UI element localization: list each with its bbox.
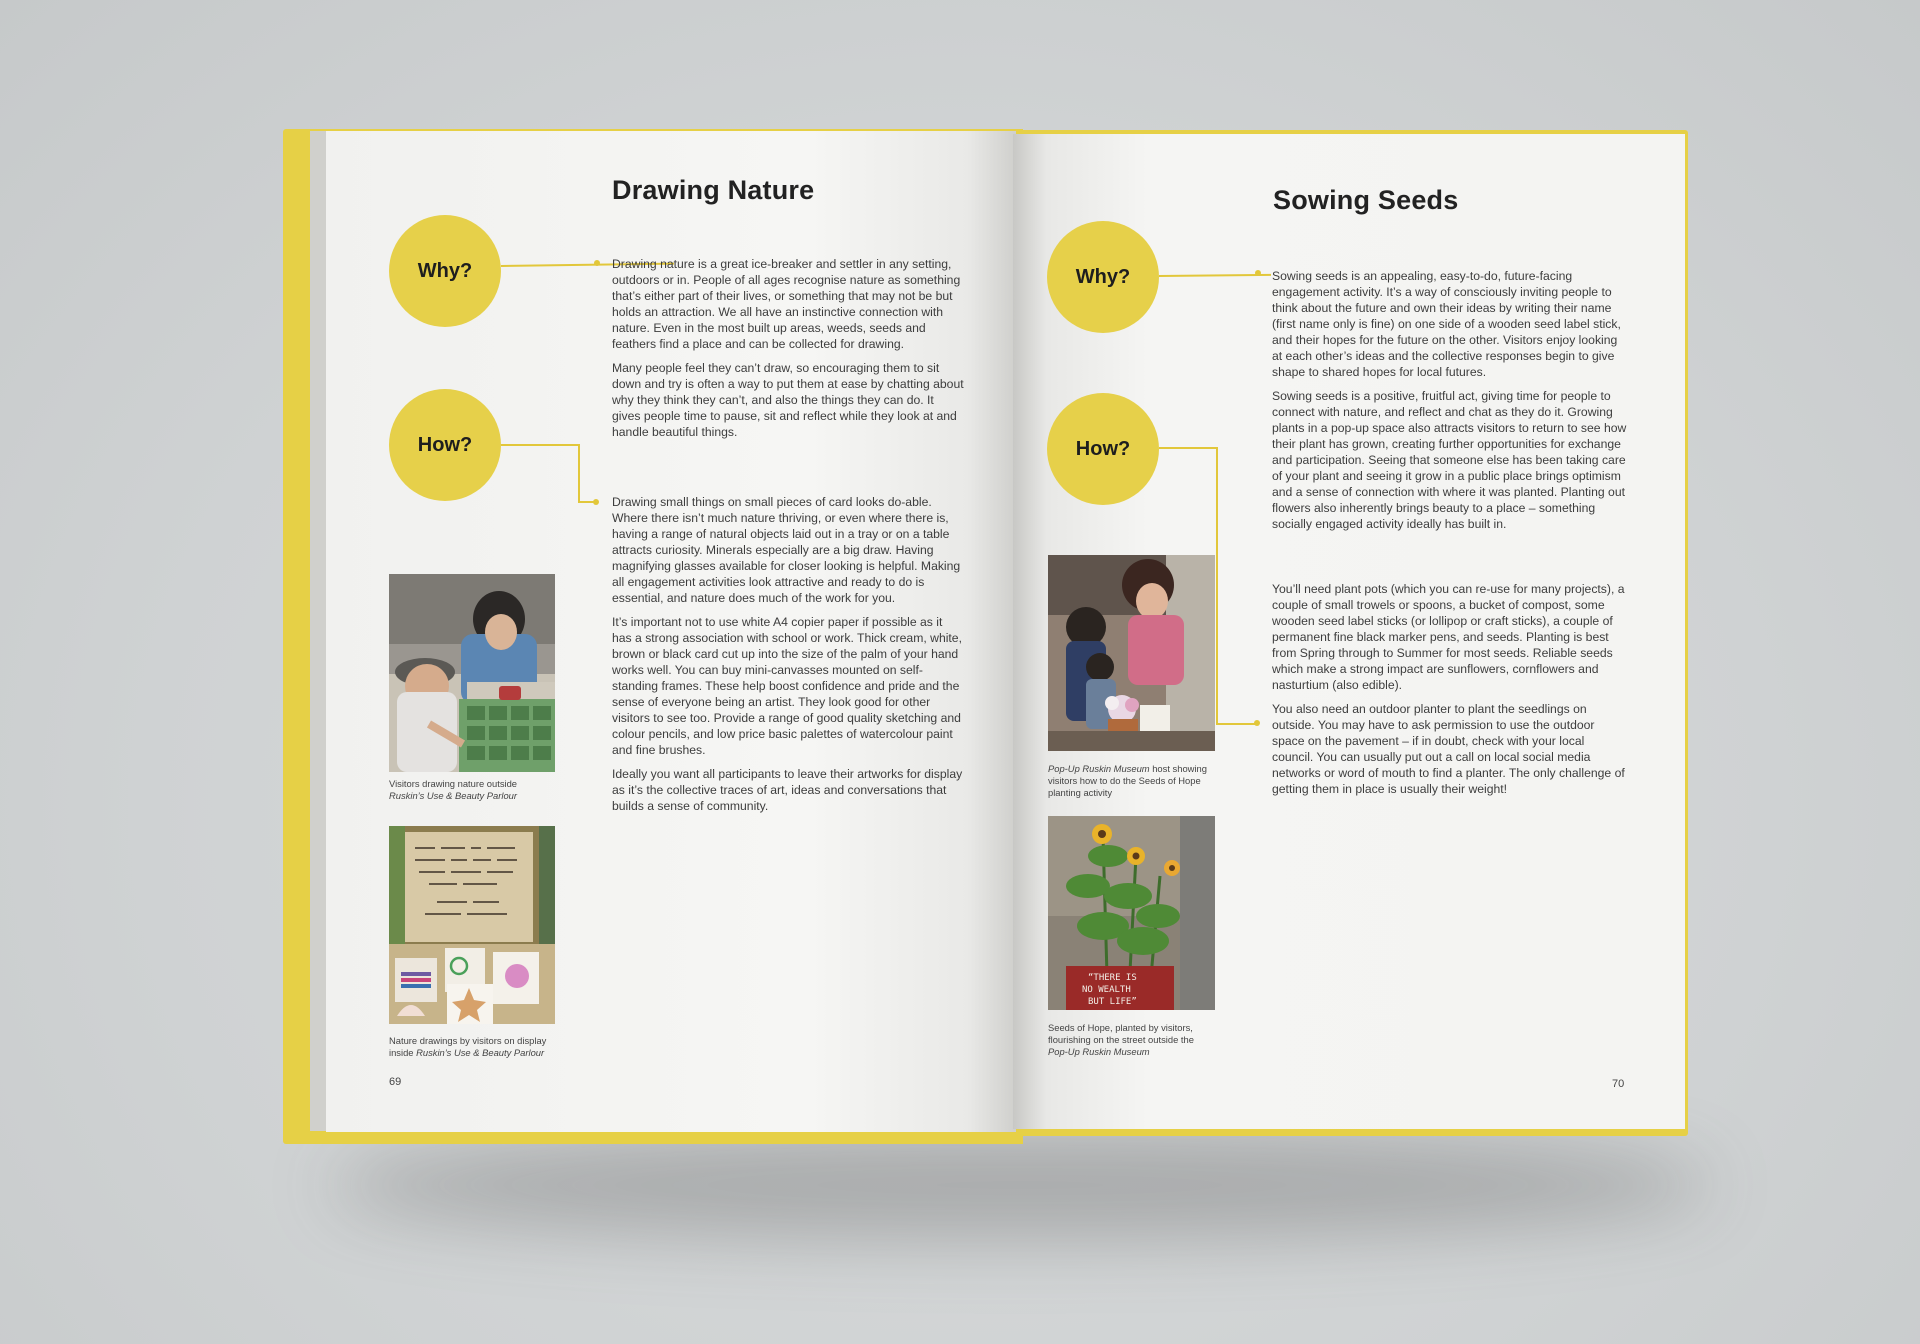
why-circle: Why? xyxy=(1047,221,1159,333)
why-circle: Why? xyxy=(389,215,501,327)
photo-nature-drawings-display xyxy=(389,826,555,1024)
sign-line-1: “THERE IS xyxy=(1088,973,1137,983)
how-connector-dot xyxy=(593,499,599,505)
how-connector-vertical xyxy=(578,444,580,501)
paragraph: Sowing seeds is a positive, fruitful act, giving time for people to connect with nature, and reflect and chat as they do it. Growing plants in a pop-up space also attracts visitors to return to see how their plant has grown, creating further opportunities for exchange and participation. Seeing that someone else has been taking care of your plant and seeing it grow in a public place brings optimism and a sense of connection with where it was planted. Planting out flowers also inherently brings beauty to a place – something socially engaged activity ideally has built in. xyxy=(1272,389,1627,531)
paragraph: Sowing seeds is an appealing, easy-to-do, future-facing engagement activity. It’s a way of consciously inviting people to think about the future and own their ideas by writing their name (first name only is fine) on one side of a wooden seed label stick, and their hopes for the future on the other. Visitors enjoy looking at each other’s ideas and the collective responses begin to give shape to shared hopes for local futures. xyxy=(1272,269,1621,379)
why-text xyxy=(1272,268,1628,540)
photo-museum-host xyxy=(1048,555,1215,751)
page-number: 70 xyxy=(1612,1078,1625,1090)
caption-photo-4: Seeds of Hope, planted by visitors, flourishing on the street outside the Pop-Up Ruskin Museum xyxy=(1048,1022,1194,1057)
page-title: Drawing Nature xyxy=(612,175,815,205)
left-page xyxy=(326,131,1016,1132)
paragraph: You’ll need plant pots (which you can re-use for many projects), a couple of small trowels or spoons, a bucket of compost, some wooden seed label sticks (or lollipop or craft sticks), a couple of permanent fine black marker pens, and seeds. Planting is best from Spring through to Summer for most seeds. Reliable seeds which make a strong impact are sunflowers, cornflowers and nasturtium (also edible). xyxy=(1272,582,1625,692)
why-connector-dot xyxy=(594,260,600,266)
photo-visitors-drawing xyxy=(389,574,555,772)
sign-line-2: NO WEALTH xyxy=(1082,985,1131,995)
why-connector-dot xyxy=(1255,270,1261,276)
why-text xyxy=(612,256,964,448)
caption-photo-3: Pop-Up Ruskin Museum host showing visitors how to do the Seeds of Hope planting activity xyxy=(1048,763,1207,798)
page-number: 69 xyxy=(389,1076,402,1088)
page-title: Sowing Seeds xyxy=(1273,185,1459,215)
how-connector-end xyxy=(1216,723,1256,725)
paragraph: Many people feel they can’t draw, so encouraging them to sit down and try is often a way to put them at ease by chatting about why they think they can’t, and also the things they can do. It gives people time to pause, sit and reflect while they look at and handle beautiful things. xyxy=(612,361,964,439)
book-shadow xyxy=(330,1130,1710,1240)
paragraph: Ideally you want all participants to leave their artworks for display as it’s the collective traces of art, ideas and conversations that builds a sense of community. xyxy=(612,767,963,813)
how-text xyxy=(1272,581,1628,805)
how-connector-line xyxy=(501,444,579,446)
caption-photo-1: Visitors drawing nature outside Ruskin’s Use & Beauty Parlour xyxy=(389,778,518,801)
why-connector-line xyxy=(1159,274,1271,277)
caption-photo-2: Nature drawings by visitors on display inside Ruskin’s Use & Beauty Parlour xyxy=(389,1035,547,1058)
how-connector-dot xyxy=(1254,720,1260,726)
paragraph: Drawing small things on small pieces of card looks do-able. Where there isn’t much nature thriving, or even where there is, having a range of natural objects laid out in a tray or on a table attracts curiosity. Minerals especially are a big draw. Having magnifying glasses available for closer looking is helpful. Making all engagement activities look attractive and ready to do is essential, and nature does much of the work for you. xyxy=(612,495,961,605)
how-connector-line xyxy=(1159,447,1218,449)
right-page xyxy=(1013,134,1685,1129)
paragraph: It’s important not to use white A4 copier paper if possible as it has a strong association with school or work. Thick cream, white, brown or black card cut up into the size of the palm of your hand works well. You can buy mini-canvasses mounted on self-standing frames. These help boost confidence and pride and the sense of everyone being an artist. They look good for other visitors to see too. Provide a range of good quality sketching and colour pencils, and low price basic palettes of watercolour paint and fine brushes. xyxy=(612,615,962,757)
how-circle: How? xyxy=(1047,393,1159,505)
how-text xyxy=(612,494,964,822)
photo-seeds-of-hope-planter xyxy=(1048,816,1215,1010)
sign-line-3: BUT LIFE” xyxy=(1088,997,1137,1007)
paragraph: You also need an outdoor planter to plant the seedlings on outside. You may have to ask permission to use the outdoor space on the pavement – if in doubt, check with your local council. You can usually put out a call on local social media networks or word of mouth to find a planter. The only challenge of getting them in place is usually their weight! xyxy=(1272,702,1625,796)
how-circle: How? xyxy=(389,389,501,501)
paragraph: Drawing nature is a great ice-breaker and settler in any setting, outdoors or in. People of all ages recognise nature as something that’s either part of their lives, or something that may not be but holds an attraction. We all have an instinctive connection with nature. Even in the most built up areas, weeds, seeds and feathers find a place and can be collected for drawing. xyxy=(612,257,961,351)
how-connector-vertical xyxy=(1216,447,1218,724)
